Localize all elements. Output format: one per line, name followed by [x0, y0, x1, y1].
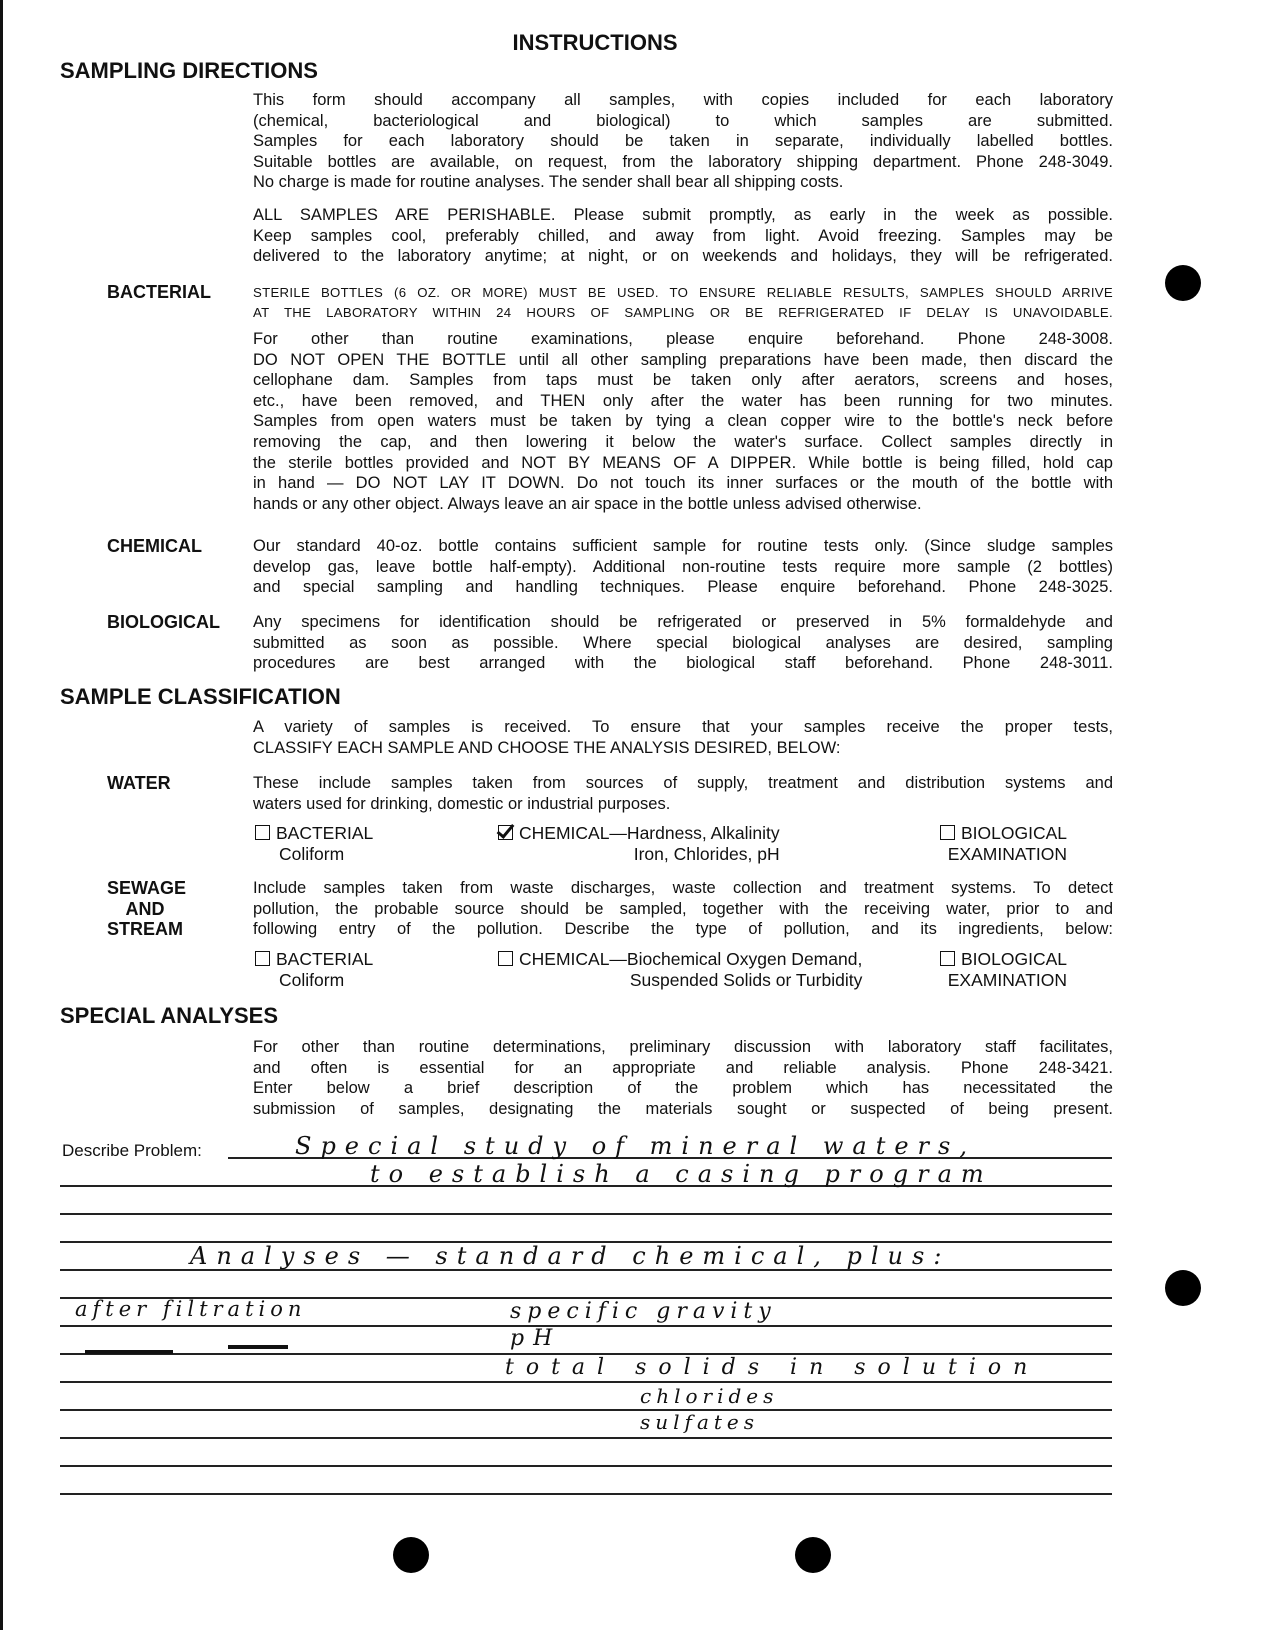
- chemical-paragraph: [253, 536, 1113, 598]
- text-line: hands or any other object. Always leave an air space in the bottle unless advised otherwise.: [253, 494, 922, 513]
- ruled-line: [60, 1493, 1112, 1495]
- text-line: etc., have been removed, and THEN only after the water has been running for two minutes.: [253, 391, 1113, 410]
- punch-hole: [393, 1537, 429, 1573]
- checkbox-option[interactable]: [255, 949, 373, 991]
- text-line: DO NOT OPEN THE BOTTLE until all other sampling preparations have been made, then discard the: [253, 350, 1113, 369]
- checkbox-label: BIOLOGICAL: [961, 823, 1068, 843]
- text-line: Keep samples cool, preferably chilled, and away from light. Avoid freezing. Samples may be: [253, 226, 1113, 245]
- label-bacterial: BACTERIAL: [107, 282, 211, 302]
- biological-paragraph: [253, 612, 1113, 674]
- text-line: following entry of the pollution. Describe the type of pollution, and its ingredients, below:: [253, 920, 1113, 939]
- text-line: This form should accompany all samples, with copies included for each laboratory: [253, 91, 1113, 109]
- underline-mark: [228, 1345, 288, 1349]
- bacterial-paragraph: [253, 329, 1113, 514]
- text-line: in hand — DO NOT LAY IT DOWN. Do not touch its inner surfaces or the mouth of the bottle with: [253, 474, 1113, 493]
- checkbox-label: BACTERIAL: [276, 949, 374, 969]
- handwritten-line[interactable]: pH: [510, 1326, 562, 1351]
- punch-hole: [795, 1537, 831, 1573]
- water-options: [255, 823, 1115, 867]
- text-line: For other than routine examinations, please enquire beforehand. Phone 248-3008.: [253, 330, 1113, 348]
- text-line: AT THE LABORATORY WITHIN 24 HOURS OF SAMPLING OR BE REFRIGERATED IF DELAY IS UNAVOIDABLE.: [253, 305, 1113, 320]
- text-line: Include samples taken from waste discharges, waste collection and treatment systems. To detect: [253, 879, 1113, 897]
- label-line: AND: [125, 898, 165, 919]
- checkbox-sublabel: Coliform: [279, 970, 345, 990]
- text-line: Enter below a brief description of the problem which has necessitated the: [253, 1079, 1113, 1098]
- label-chemical: CHEMICAL: [107, 536, 202, 556]
- text-line: and special sampling and handling techniques. Please enquire beforehand. Phone 248-3025.: [253, 578, 1113, 597]
- checkbox-option[interactable]: [940, 823, 1067, 865]
- checkbox-icon[interactable]: [255, 951, 270, 966]
- text-line: procedures are best arranged with the biological staff beforehand. Phone 248-3011.: [253, 654, 1113, 673]
- text-line: submitted as soon as possible. Where special biological analyses are desired, sampling: [253, 633, 1113, 652]
- text-line: and often is essential for an appropriate and reliable analysis. Phone 248-3421.: [253, 1058, 1113, 1077]
- checkbox-checked-icon[interactable]: [498, 825, 513, 840]
- text-line: develop gas, leave bottle half-empty). Additional non-routine tests require more sample (2 bottles): [253, 557, 1113, 576]
- text-line: removing the cap, and then lowering it below the water's surface. Collect samples directly in: [253, 432, 1113, 451]
- label-line: SEWAGE: [107, 878, 187, 898]
- handwritten-line[interactable]: Special study of mineral waters,: [295, 1132, 976, 1160]
- text-line: STERILE BOTTLES (6 OZ. OR MORE) MUST BE USED. TO ENSURE RELIABLE RESULTS, SAMPLES SHOULD ARRIVE: [253, 285, 1113, 300]
- ruled-line: [60, 1381, 1112, 1383]
- text-line: (chemical, bacteriological and biological) to which samples are submitted.: [253, 111, 1113, 130]
- label-biological: BIOLOGICAL: [107, 612, 220, 632]
- checkbox-icon[interactable]: [940, 825, 955, 840]
- handwritten-line[interactable]: chlorides: [640, 1384, 779, 1408]
- checkbox-label: BIOLOGICAL: [961, 949, 1068, 969]
- page-edge: [0, 0, 3, 1630]
- ruled-line: [60, 1325, 1112, 1327]
- text-line: No charge is made for routine analyses. The sender shall bear all shipping costs.: [253, 173, 844, 192]
- underline-mark: [85, 1350, 173, 1354]
- handwritten-line[interactable]: Analyses — standard chemical, plus:: [190, 1242, 951, 1270]
- describe-problem-label: Describe Problem:: [62, 1141, 202, 1160]
- text-line: cellophane dam. Samples from taps must be taken only after aerators, screens and hoses,: [253, 371, 1113, 390]
- checkbox-icon[interactable]: [940, 951, 955, 966]
- label-sewage-and-stream: [107, 878, 187, 940]
- handwritten-line[interactable]: after filtration: [75, 1297, 307, 1321]
- checkbox-option[interactable]: [940, 949, 1067, 991]
- checkbox-label: CHEMICAL—Hardness, Alkalinity: [519, 823, 780, 843]
- handwritten-line[interactable]: sulfates: [640, 1410, 760, 1434]
- classification-paragraph: [253, 717, 1113, 758]
- label-water: WATER: [107, 773, 171, 793]
- punch-hole: [1165, 265, 1201, 301]
- ruled-line: [60, 1213, 1112, 1215]
- handwritten-line[interactable]: total solids in solution: [505, 1355, 1040, 1380]
- text-line: Samples for each laboratory should be taken in separate, individually labelled bottles.: [253, 132, 1113, 151]
- text-line: Any specimens for identification should be refrigerated or preserved in 5% formaldehyde and: [253, 613, 1113, 631]
- sampling-paragraph-1: [253, 90, 1113, 193]
- text-line: CLASSIFY EACH SAMPLE AND CHOOSE THE ANALYSIS DESIRED, BELOW:: [253, 738, 841, 757]
- ruled-line: [60, 1409, 1112, 1411]
- page-title: INSTRUCTIONS: [512, 30, 678, 55]
- text-line: Samples from open waters must be taken by tying a clean copper wire to the bottle's neck before: [253, 412, 1113, 431]
- handwritten-line[interactable]: specific gravity: [510, 1299, 777, 1324]
- text-line: pollution, the probable source should be sampled, together with the receiving water, prior to and: [253, 899, 1113, 918]
- punch-hole: [1165, 1270, 1201, 1306]
- sewage-options: [255, 949, 1115, 993]
- checkbox-icon[interactable]: [498, 951, 513, 966]
- text-line: A variety of samples is received. To ensure that your samples receive the proper tests,: [253, 718, 1113, 736]
- text-line: For other than routine determinations, preliminary discussion with laboratory staff facilitates,: [253, 1038, 1113, 1056]
- checkbox-sublabel: EXAMINATION: [947, 970, 1068, 990]
- sampling-paragraph-2: [253, 205, 1113, 267]
- text-line: submission of samples, designating the materials sought or suspected of being present.: [253, 1099, 1113, 1118]
- text-line: ALL SAMPLES ARE PERISHABLE. Please submit promptly, as early in the week as possible.: [253, 206, 1113, 224]
- checkbox-sublabel: Suspended Solids or Turbidity: [629, 970, 863, 990]
- checkbox-icon[interactable]: [255, 825, 270, 840]
- checkbox-sublabel: EXAMINATION: [947, 844, 1068, 864]
- handwritten-line[interactable]: to establish a casing program: [370, 1160, 993, 1188]
- text-line: Suitable bottles are available, on request, from the laboratory shipping department. Phone 248-3049.: [253, 152, 1113, 171]
- ruled-line: [60, 1465, 1112, 1467]
- checkbox-option[interactable]: [498, 949, 862, 991]
- checkbox-option[interactable]: [498, 823, 780, 865]
- heading-special-analyses: SPECIAL ANALYSES: [60, 1003, 279, 1028]
- special-paragraph: [253, 1037, 1113, 1119]
- checkbox-sublabel: Coliform: [279, 844, 345, 864]
- checkbox-label: BACTERIAL: [276, 823, 374, 843]
- water-paragraph: [253, 773, 1113, 814]
- label-line: STREAM: [107, 919, 183, 940]
- heading-sample-classification: SAMPLE CLASSIFICATION: [60, 684, 341, 709]
- checkbox-sublabel: Iron, Chlorides, pH: [633, 844, 780, 864]
- checkbox-label: CHEMICAL—Biochemical Oxygen Demand,: [519, 949, 863, 969]
- text-line: delivered to the laboratory anytime; at night, or on weekends and holidays, they will be refrigerated.: [253, 247, 1113, 266]
- text-line: These include samples taken from sources of supply, treatment and distribution systems and: [253, 774, 1113, 792]
- text-line: the sterile bottles provided and NOT BY MEANS OF A DIPPER. While bottle is being filled, hold cap: [253, 453, 1113, 472]
- text-line: waters used for drinking, domestic or industrial purposes.: [253, 794, 671, 813]
- bacterial-caps-note: [253, 283, 1113, 323]
- heading-sampling-directions: SAMPLING DIRECTIONS: [60, 58, 318, 83]
- sewage-paragraph: [253, 878, 1113, 940]
- text-line: Our standard 40-oz. bottle contains sufficient sample for routine tests only. (Since sludge samples: [253, 537, 1113, 555]
- checkbox-option[interactable]: [255, 823, 373, 865]
- ruled-line: [60, 1437, 1112, 1439]
